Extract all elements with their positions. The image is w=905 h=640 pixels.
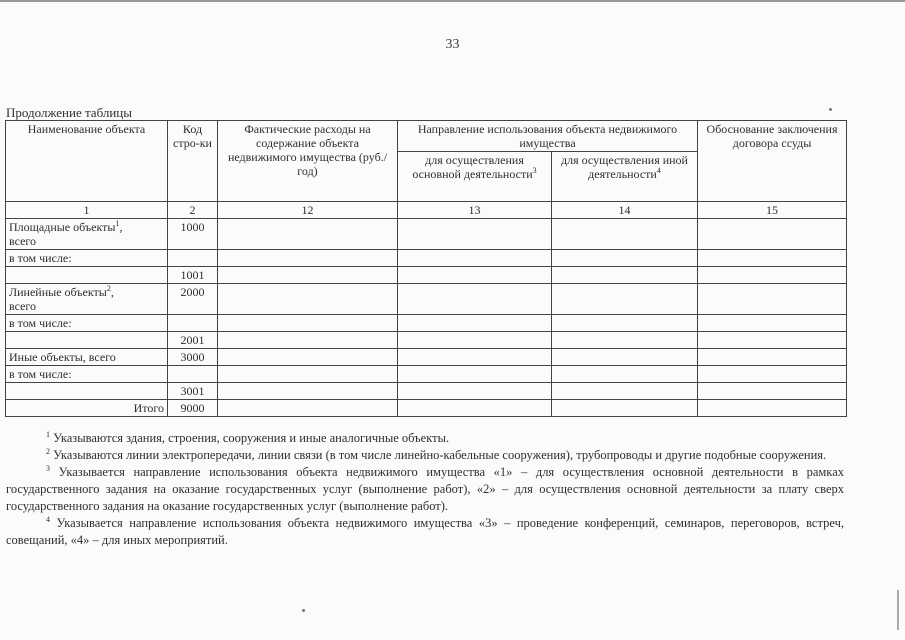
column-number: 13 bbox=[398, 202, 552, 219]
header-code: Код стро-ки bbox=[168, 121, 218, 202]
empty-cell bbox=[552, 284, 698, 315]
empty-cell bbox=[218, 250, 398, 267]
footnote-2: $^2$ Указываются линии электропередачи, линии связи (в том числе линейно-кабельные сооружения), трубопроводы и другие подобные сооружения. bbox=[46, 446, 827, 462]
total-label: Итого bbox=[6, 400, 168, 417]
empty-cell bbox=[552, 332, 698, 349]
table-row bbox=[6, 219, 847, 250]
row-code: 2001 bbox=[168, 332, 218, 349]
table-row bbox=[6, 383, 847, 400]
empty-cell bbox=[698, 250, 847, 267]
empty-cell bbox=[218, 219, 398, 250]
top-border-line bbox=[0, 0, 905, 2]
empty-cell bbox=[398, 315, 552, 332]
row-name: в том числе: bbox=[6, 315, 168, 332]
empty-cell bbox=[398, 219, 552, 250]
footnotes bbox=[6, 430, 844, 549]
empty-cell bbox=[398, 284, 552, 315]
empty-cell bbox=[698, 400, 847, 417]
empty-cell bbox=[218, 400, 398, 417]
table-row bbox=[6, 349, 847, 366]
row-name bbox=[6, 332, 168, 349]
empty-cell bbox=[552, 400, 698, 417]
footnote-3: $^3$ Указывается направление использования объекта недвижимого имущества «1» – для осуществления основной деятельности в рамках государственного задания на оказание государственных услуг (выполнение работ), «2» – для осуществления основной деятельности за плату сверх государственного задания на оказание государственных услуг (выполнение работ). bbox=[6, 463, 844, 513]
footnote-4: $^4$ Указывается направление использования объекта недвижимого имущества «3» – проведение конференций, семинаров, переговоров, встреч, совещаний, «4» – для иных мероприятий. bbox=[6, 514, 844, 547]
header-main-activity: для осуществления основной деятельности$^3$ bbox=[398, 152, 552, 202]
row-name: в том числе: bbox=[6, 366, 168, 383]
empty-cell bbox=[552, 267, 698, 284]
empty-cell bbox=[698, 315, 847, 332]
empty-cell bbox=[218, 349, 398, 366]
empty-cell bbox=[398, 267, 552, 284]
scan-edge-mark bbox=[897, 590, 899, 630]
empty-cell bbox=[552, 315, 698, 332]
row-name bbox=[6, 383, 168, 400]
empty-cell bbox=[552, 349, 698, 366]
empty-cell bbox=[398, 332, 552, 349]
column-number: 2 bbox=[168, 202, 218, 219]
header-name: Наименование объекта bbox=[6, 121, 168, 202]
column-numbers-row bbox=[6, 202, 847, 219]
column-number: 12 bbox=[218, 202, 398, 219]
empty-cell bbox=[398, 366, 552, 383]
row-code bbox=[168, 315, 218, 332]
row-code: 1001 bbox=[168, 267, 218, 284]
table-row bbox=[6, 250, 847, 267]
scan-speck bbox=[829, 108, 832, 111]
empty-cell bbox=[398, 349, 552, 366]
empty-cell bbox=[698, 366, 847, 383]
empty-cell bbox=[552, 219, 698, 250]
empty-cell bbox=[398, 383, 552, 400]
header-expenses: Фактические расходы на содержание объекта недвижимого имущества (руб./год) bbox=[218, 121, 398, 202]
header-justification: Обоснование заключения договора ссуды bbox=[698, 121, 847, 202]
empty-cell bbox=[698, 219, 847, 250]
row-code: 3001 bbox=[168, 383, 218, 400]
table-row bbox=[6, 332, 847, 349]
table-caption: Продолжение таблицы bbox=[6, 105, 132, 120]
table-row bbox=[6, 284, 847, 315]
empty-cell bbox=[218, 366, 398, 383]
total-code: 9000 bbox=[168, 400, 218, 417]
row-code: 2000 bbox=[168, 284, 218, 315]
row-name bbox=[6, 267, 168, 284]
empty-cell bbox=[218, 267, 398, 284]
empty-cell bbox=[698, 383, 847, 400]
column-number: 15 bbox=[698, 202, 847, 219]
row-code bbox=[168, 250, 218, 267]
column-number: 1 bbox=[6, 202, 168, 219]
table-row bbox=[6, 315, 847, 332]
empty-cell bbox=[552, 366, 698, 383]
row-name: в том числе: bbox=[6, 250, 168, 267]
total-row bbox=[6, 400, 847, 417]
empty-cell bbox=[698, 349, 847, 366]
row-code: 1000 bbox=[168, 219, 218, 250]
page-number: 33 bbox=[445, 37, 460, 52]
empty-cell bbox=[698, 267, 847, 284]
row-name: Площадные объекты$^1$, всего bbox=[6, 219, 168, 250]
data-table bbox=[5, 120, 847, 417]
footnote-1: $^1$ Указываются здания, строения, сооружения и иные аналогичные объекты. bbox=[46, 429, 450, 445]
table-row bbox=[6, 267, 847, 284]
row-name: Иные объекты, всего bbox=[6, 349, 168, 366]
empty-cell bbox=[698, 284, 847, 315]
empty-cell bbox=[552, 250, 698, 267]
empty-cell bbox=[218, 332, 398, 349]
empty-cell bbox=[218, 284, 398, 315]
table-row bbox=[6, 366, 847, 383]
empty-cell bbox=[398, 400, 552, 417]
empty-cell bbox=[218, 383, 398, 400]
column-number: 14 bbox=[552, 202, 698, 219]
empty-cell bbox=[398, 250, 552, 267]
row-name: Линейные объекты$^2$, всего bbox=[6, 284, 168, 315]
header-direction: Направление использования объекта недвижимого имущества bbox=[398, 121, 698, 152]
header-row-1 bbox=[6, 121, 847, 152]
row-code bbox=[168, 366, 218, 383]
empty-cell bbox=[698, 332, 847, 349]
empty-cell bbox=[218, 315, 398, 332]
scan-speck bbox=[302, 609, 305, 612]
row-code: 3000 bbox=[168, 349, 218, 366]
header-other-activity: для осуществления иной деятельности$^4$ bbox=[552, 152, 698, 202]
empty-cell bbox=[552, 383, 698, 400]
